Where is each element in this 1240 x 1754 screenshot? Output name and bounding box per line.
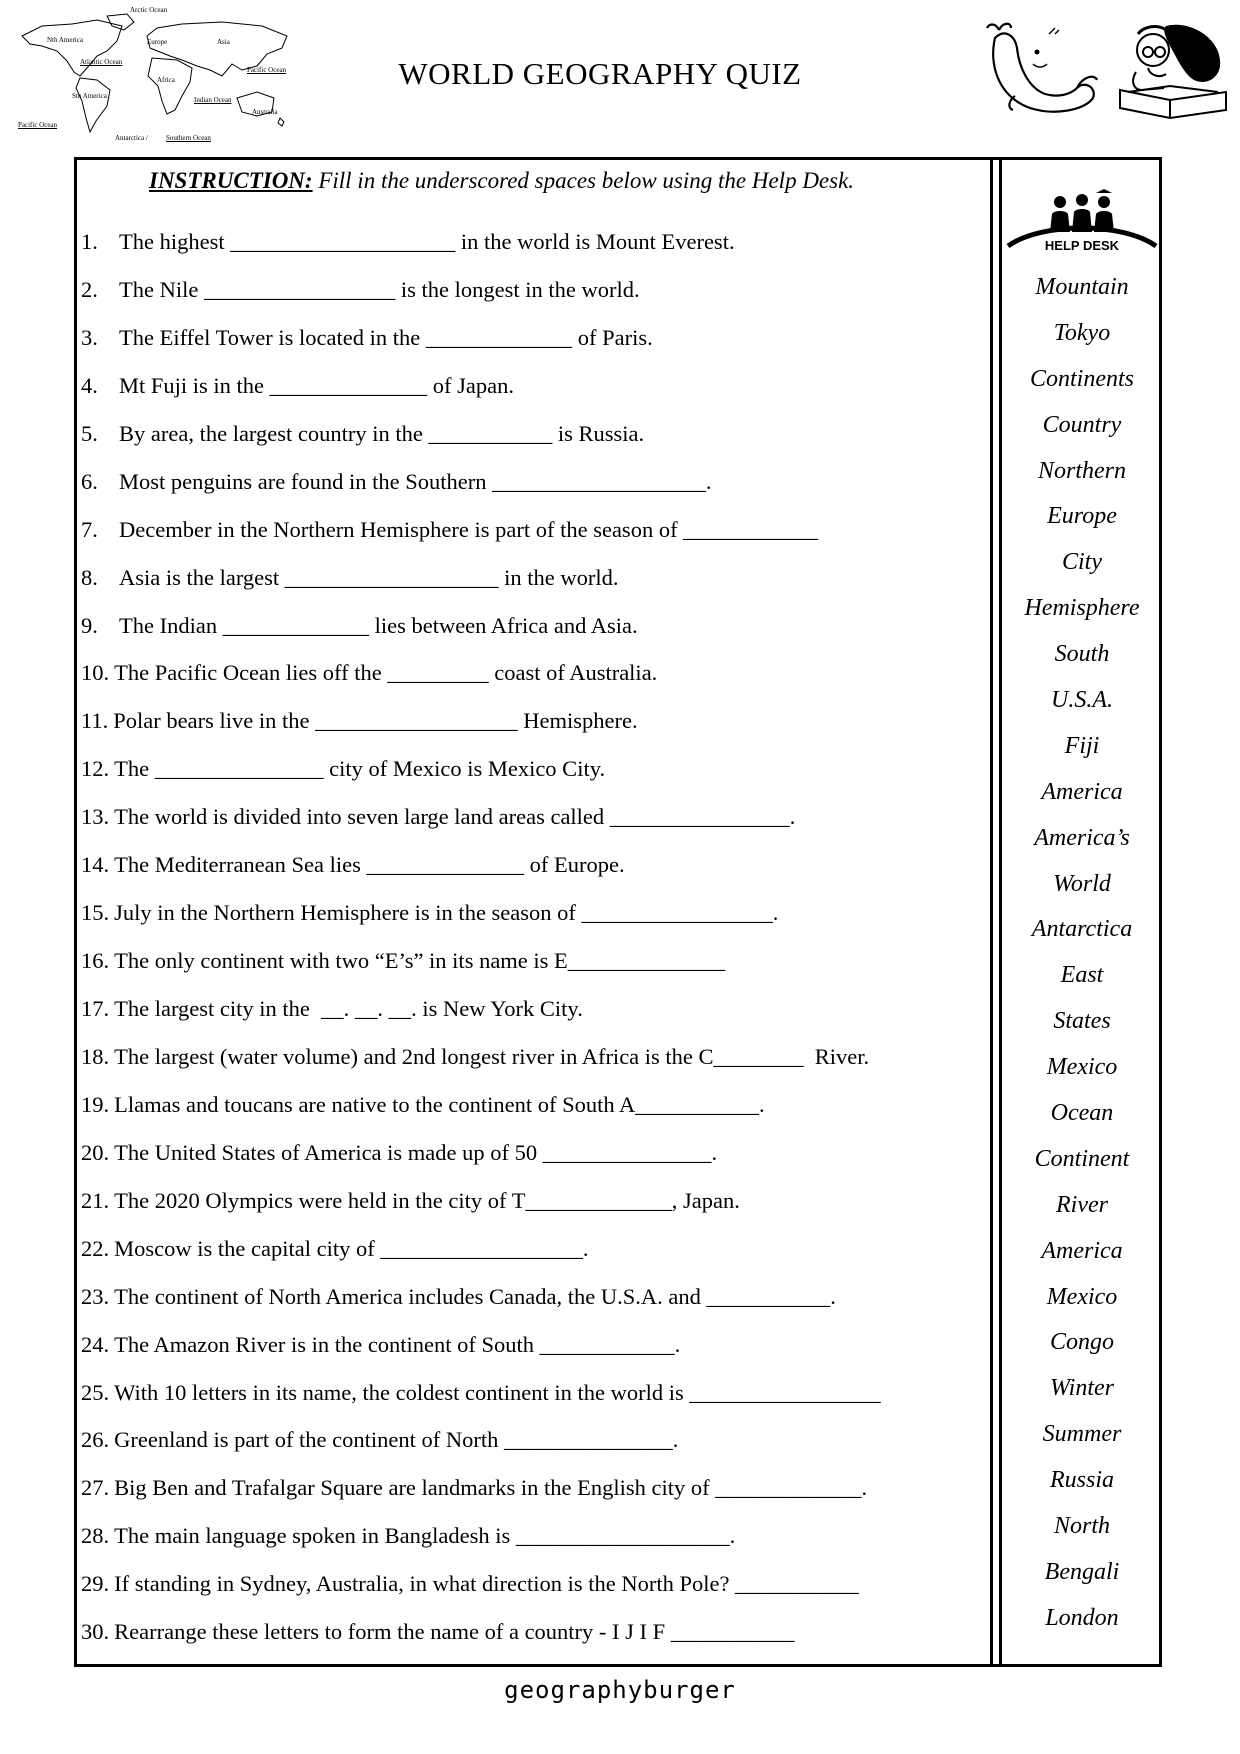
question-number: 23. xyxy=(81,1283,110,1309)
question-text: The continent of North America includes Canada, the U.S.A. and ___________. xyxy=(114,1283,836,1309)
question-16 xyxy=(81,947,981,995)
question-text: Moscow is the capital city of __________________. xyxy=(114,1235,589,1261)
help-desk-title: HELP DESK xyxy=(1044,238,1120,253)
help-word: Mexico xyxy=(1046,1054,1118,1081)
question-number: 3. xyxy=(81,324,98,350)
map-label-north-america: Nth America xyxy=(47,36,83,44)
map-label-pacific-ocean-east: Pacific Ocean xyxy=(247,66,287,74)
help-desk-panel xyxy=(999,160,1159,1664)
map-label-atlantic-ocean: Atlantic Ocean xyxy=(80,58,123,66)
help-word: Antarctica xyxy=(1031,916,1133,943)
question-26 xyxy=(81,1426,981,1474)
question-text: The Eiffel Tower is located in the _____________ of Paris. xyxy=(119,324,653,350)
question-number: 19. xyxy=(81,1091,110,1117)
question-27 xyxy=(81,1474,981,1522)
help-word: City xyxy=(1062,549,1102,576)
question-number: 9. xyxy=(81,612,98,638)
question-number: 22. xyxy=(81,1235,110,1261)
help-word: Continents xyxy=(1029,365,1134,392)
question-11 xyxy=(81,707,981,755)
instruction-label: INSTRUCTION: xyxy=(149,168,313,193)
question-number: 17. xyxy=(81,996,110,1021)
question-text: The largest city in the __. __. __. is New York City. xyxy=(114,996,583,1021)
question-text: Rearrange these letters to form the name of a country - I J I F ___________ xyxy=(114,1619,795,1645)
question-text: The world is divided into seven large land areas called ________________. xyxy=(114,804,796,830)
question-text: The only continent with two “E’s” in its name is E______________ xyxy=(114,948,726,974)
question-number: 24. xyxy=(81,1331,110,1357)
question-12 xyxy=(81,755,981,803)
question-number: 26. xyxy=(81,1427,110,1453)
quiz-frame xyxy=(74,157,1162,1667)
help-word: East xyxy=(1060,962,1104,989)
help-word: North xyxy=(1053,1513,1110,1540)
question-5 xyxy=(81,420,981,468)
question-7 xyxy=(81,516,981,564)
question-number: 16. xyxy=(81,948,110,974)
help-word: Country xyxy=(1042,411,1122,438)
question-text: Asia is the largest ___________________ in the world. xyxy=(119,564,619,590)
question-number: 7. xyxy=(81,516,98,542)
question-number: 8. xyxy=(81,564,98,590)
map-label-africa: Africa xyxy=(157,76,175,84)
help-word: Hemisphere xyxy=(1024,595,1140,622)
help-word: Europe xyxy=(1047,503,1117,530)
question-number: 18. xyxy=(81,1043,110,1069)
question-text: With 10 letters in its name, the coldest continent in the world is _________________ xyxy=(114,1379,881,1405)
help-word: Summer xyxy=(1042,1421,1122,1448)
question-text: The United States of America is made up of 50 _______________. xyxy=(114,1139,718,1165)
help-word: America xyxy=(1041,778,1123,805)
help-word: River xyxy=(1056,1191,1108,1218)
question-3 xyxy=(81,324,981,372)
map-label-arctic-ocean: Arctic Ocean xyxy=(130,6,168,14)
question-28 xyxy=(81,1522,981,1570)
question-text: By area, the largest country in the ___________ is Russia. xyxy=(119,420,645,446)
question-text: The largest (water volume) and 2nd longest river in Africa is the C________ River. xyxy=(114,1043,870,1069)
question-22 xyxy=(81,1235,981,1283)
help-word: Mountain xyxy=(1035,274,1129,300)
question-8 xyxy=(81,564,981,612)
question-text: The Nile _________________ is the longest in the world. xyxy=(119,276,640,302)
question-29 xyxy=(81,1570,981,1618)
question-20 xyxy=(81,1139,981,1187)
help-word: America xyxy=(1041,1237,1123,1264)
question-text: The main language spoken in Bangladesh is ___________________. xyxy=(114,1523,736,1549)
quiz-panel xyxy=(77,160,993,1664)
help-word: Northern xyxy=(1037,457,1126,484)
help-word: Mexico xyxy=(1046,1283,1118,1310)
question-number: 29. xyxy=(81,1571,110,1597)
question-number: 20. xyxy=(81,1139,110,1165)
help-word: America’s xyxy=(1034,824,1130,851)
whale-illustration xyxy=(985,18,1100,118)
map-label-australia: Australia xyxy=(252,108,278,116)
page-title: WORLD GEOGRAPHY QUIZ xyxy=(398,56,802,91)
help-word: States xyxy=(1053,1008,1111,1035)
question-text: The Mediterranean Sea lies ______________ of Europe. xyxy=(114,852,625,878)
question-9 xyxy=(81,612,981,660)
question-number: 25. xyxy=(81,1379,110,1405)
question-number: 10. xyxy=(81,660,110,686)
help-word: U.S.A. xyxy=(1051,687,1113,714)
question-text: The Indian _____________ lies between Africa and Asia. xyxy=(119,612,638,638)
help-word: South xyxy=(1054,641,1110,668)
help-word: Bengali xyxy=(1044,1558,1120,1585)
question-number: 2. xyxy=(81,276,98,302)
question-number: 21. xyxy=(81,1187,110,1213)
question-number: 30. xyxy=(81,1619,110,1645)
help-desk-word-list xyxy=(1002,273,1162,1650)
map-label-europe: Europe xyxy=(147,38,168,46)
map-label-indian-ocean: Indian Ocean xyxy=(194,96,232,104)
map-label-pacific-ocean-west: Pacific Ocean xyxy=(18,121,58,129)
question-text: Mt Fuji is in the ______________ of Japan. xyxy=(119,372,514,398)
question-text: The 2020 Olympics were held in the city of T_____________, Japan. xyxy=(114,1187,740,1213)
map-label-southern-ocean: Southern Ocean xyxy=(166,134,211,142)
question-10 xyxy=(81,659,981,707)
question-number: 1. xyxy=(81,229,98,254)
help-word: Fiji xyxy=(1064,732,1100,759)
instruction xyxy=(149,168,989,194)
question-18 xyxy=(81,1043,981,1091)
question-number: 4. xyxy=(81,372,98,398)
question-13 xyxy=(81,803,981,851)
question-list xyxy=(81,228,981,1666)
question-text: The highest ____________________ in the world is Mount Everest. xyxy=(119,229,735,254)
question-1 xyxy=(81,228,981,276)
question-text: Llamas and toucans are native to the continent of South A___________. xyxy=(114,1091,765,1117)
help-word: World xyxy=(1053,870,1111,897)
help-word: Congo xyxy=(1049,1329,1114,1356)
question-2 xyxy=(81,276,981,324)
question-25 xyxy=(81,1379,981,1427)
help-word: Russia xyxy=(1049,1467,1114,1494)
question-number: 11. xyxy=(81,708,109,734)
question-text: Big Ben and Trafalgar Square are landmarks in the English city of _____________. xyxy=(114,1475,868,1501)
whale-icon xyxy=(985,18,1100,118)
question-number: 5. xyxy=(81,420,98,446)
question-text: The _______________ city of Mexico is Mexico City. xyxy=(114,756,606,782)
question-17 xyxy=(81,995,981,1043)
question-text: If standing in Sydney, Australia, in what direction is the North Pole? ___________ xyxy=(114,1571,859,1597)
question-4 xyxy=(81,372,981,420)
world-map xyxy=(12,6,312,146)
map-label-south-america: Sth America xyxy=(72,92,107,100)
question-text: Polar bears live in the __________________ Hemisphere. xyxy=(113,708,638,734)
question-21 xyxy=(81,1187,981,1235)
question-number: 14. xyxy=(81,852,110,878)
help-word: Ocean xyxy=(1050,1100,1114,1127)
question-number: 6. xyxy=(81,468,98,494)
help-word: London xyxy=(1045,1604,1119,1631)
question-24 xyxy=(81,1331,981,1379)
question-6 xyxy=(81,468,981,516)
footer-credit: geographyburger xyxy=(504,1676,736,1704)
reading-person-illustration xyxy=(1108,20,1233,120)
question-text: July in the Northern Hemisphere is in the season of _________________. xyxy=(114,900,779,926)
question-14 xyxy=(81,851,981,899)
question-number: 13. xyxy=(81,804,110,830)
book-reader-icon xyxy=(1108,20,1233,120)
question-23 xyxy=(81,1283,981,1331)
question-text: December in the Northern Hemisphere is part of the season of ____________ xyxy=(119,516,819,542)
help-word: Continent xyxy=(1034,1145,1130,1172)
map-label-antarctica: Antarctica / xyxy=(115,134,148,142)
question-number: 15. xyxy=(81,900,110,926)
question-number: 28. xyxy=(81,1523,110,1549)
question-number: 12. xyxy=(81,756,110,782)
map-label-asia: Asia xyxy=(217,38,230,46)
question-text: Greenland is part of the continent of North _______________. xyxy=(114,1427,679,1453)
question-number: 27. xyxy=(81,1475,110,1501)
question-text: Most penguins are found in the Southern ___________________. xyxy=(119,468,712,494)
question-30 xyxy=(81,1618,981,1666)
instruction-text: Fill in the underscored spaces below using the Help Desk. xyxy=(312,168,855,193)
question-text: The Amazon River is in the continent of South ____________. xyxy=(114,1331,681,1357)
help-word: Tokyo xyxy=(1053,319,1111,346)
question-15 xyxy=(81,899,981,947)
question-text: The Pacific Ocean lies off the _________ coast of Australia. xyxy=(114,660,658,686)
question-19 xyxy=(81,1091,981,1139)
help-word: Winter xyxy=(1050,1375,1114,1402)
